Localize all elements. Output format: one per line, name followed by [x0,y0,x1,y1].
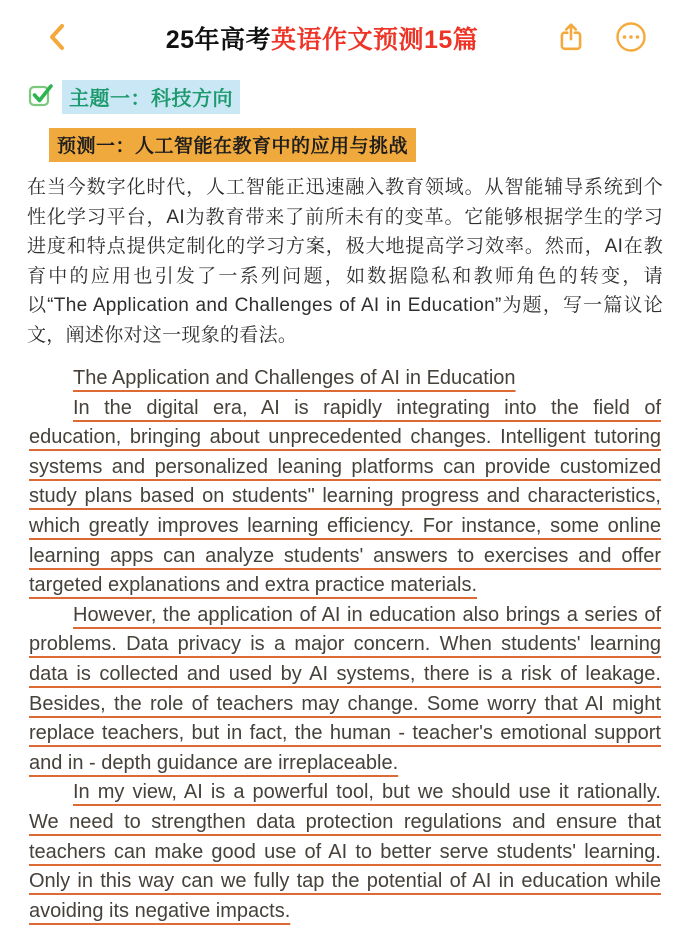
header [27,0,663,66]
essay-paragraph-1: In the digital era, AI is rapidly integrating into the field of education, bringing about unprecedented changes. Intelligent tutoring systems and personalized leaning platforms can provide customized study plans based on students" learning progress and characteristics, which greatly improves learning efficiency. For instance, some online learning apps can analyze students' answers to exercises and offer targeted explanations and extra practice materials. [29,396,661,597]
topic-label: 主题一：科技方向 [62,80,240,114]
ellipsis-icon [615,21,647,56]
back-button[interactable] [46,18,90,58]
essay-title: The Application and Challenges of AI in Education [73,367,516,389]
page-title [90,20,554,56]
essay [27,364,663,926]
essay-paragraph-3: In my view, AI is a powerful tool, but we should use it rationally. We need to strengthen data protection regulations and ensure that teachers can make good use of AI to better serve students' learning. Only in this way can we fully tap the potential of AI in education while avoiding its negative impacts. [29,781,661,922]
share-icon [558,22,584,55]
page-title-highlight: 英语作文预测15篇 [271,26,479,54]
more-button[interactable] [614,21,648,55]
share-button[interactable] [554,21,588,55]
check-icon [27,81,54,113]
topic-row [27,80,663,114]
prompt-paragraph: 在当今数字化时代，人工智能正迅速融入教育领域。从智能辅导系统到个性化学习平台，AI为教育带来了前所未有的变革。它能够根据学生的学习进度和特点提供定制化的学习方案，极大地提高学习效率。然而，AI在教育中的应用也引发了一系列问题，如数据隐私和教师角色的转变，请以“The Application and Challenges of AI in Education”为题，写一篇议论文，阐述你对这一现象的看法。 [27,177,663,346]
prediction-label: 预测一：人工智能在教育中的应用与挑战 [49,128,416,162]
prediction-row [27,114,663,162]
essay-paragraph-2: However, the application of AI in education also brings a series of problems. Data privacy is a major concern. When students' learning data is collected and used by AI systems, there is a risk of leakage. Besides, the role of teachers may change. Some worry that AI might replace teachers, but in fact, the human - teacher's emotional support and in - depth guidance are irreplaceable. [29,603,661,774]
page-title-prefix: 25年高考 [165,26,271,54]
chevron-left-icon [46,22,68,55]
header-actions [554,21,648,55]
